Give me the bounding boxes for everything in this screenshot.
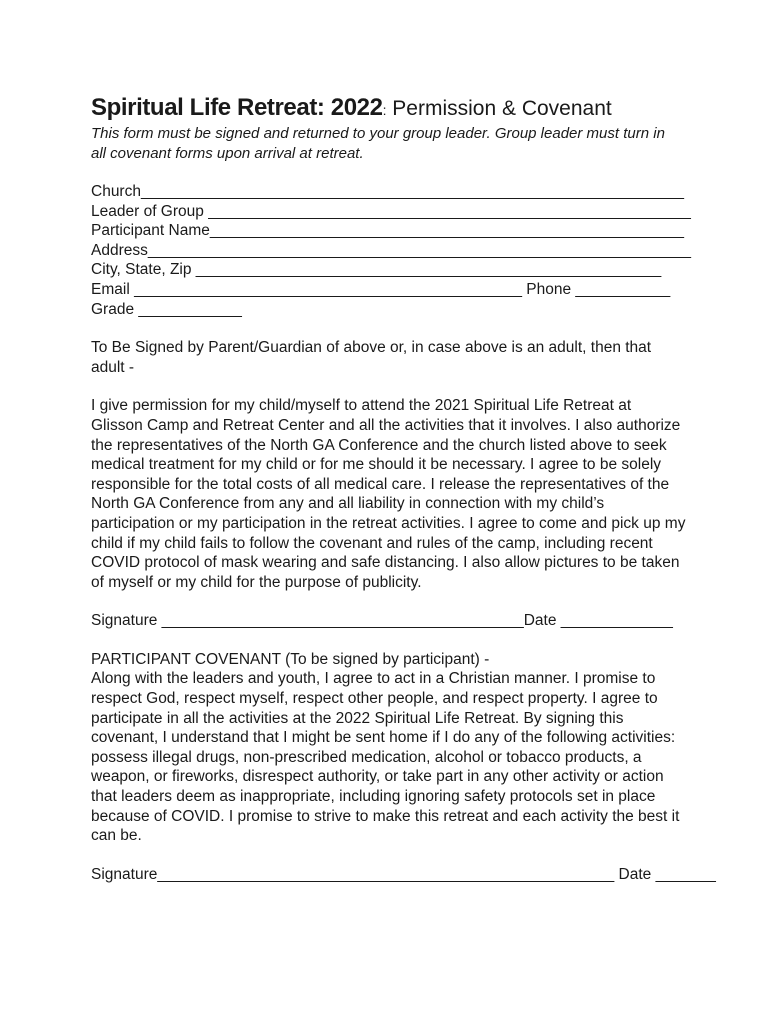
covenant-heading: PARTICIPANT COVENANT (To be signed by participant) -: [91, 650, 490, 668]
page-title: [91, 92, 691, 124]
covenant-paragraph: Along with the leaders and youth, I agree to act in a Christian manner. I promise to respect God, respect myself, respect other people, and respect property. I agree to participate in all the activities at the 2022 Spiritual Life Retreat. By signing this covenant, I understand that I might be sent home if I do any of the following activities: possess illegal drugs, non-prescribed medication, alcohol or tobacco products, a weapon, or fireworks, disrespect authority, or take part in any other activity or action that leaders deem as inappropriate, including ignoring safety protocols set in place because of COVID. I promise to strive to make this retreat and each activity the best it can be.: [91, 670, 680, 845]
address-field[interactable]: Address_______________________________________________________________: [91, 241, 691, 259]
city-state-zip-field[interactable]: City, State, Zip ______________________________________________________: [91, 261, 662, 279]
title-colon: :: [382, 102, 387, 118]
covenant-section: [91, 650, 686, 846]
church-field[interactable]: Church_______________________________________________________________: [91, 183, 685, 200]
intro-instructions: This form must be signed and returned to your group leader. Group leader must turn in all covenant forms upon arrival at retreat.: [91, 125, 665, 162]
guardian-instruction: To Be Signed by Parent/Guardian of above or, in case above is an adult, then that adult -: [91, 339, 652, 376]
title-event: Spiritual Life Retreat: 2022: [91, 94, 383, 121]
leader-of-group-field[interactable]: Leader of Group ________________________________________________________: [91, 202, 691, 220]
grade-field[interactable]: Grade ____________: [91, 300, 242, 318]
info-fields: [91, 182, 691, 319]
parent-signature-line[interactable]: Signature __________________________________________Date _____________: [91, 612, 673, 630]
participant-signature-line[interactable]: Signature_____________________________________________________ Date _______: [91, 865, 716, 883]
permission-form: [91, 92, 716, 884]
participant-name-field[interactable]: Participant Name_______________________________________________________: [91, 222, 685, 240]
permission-paragraph: I give permission for my child/myself to attend the 2021 Spiritual Life Retreat at Glisson Camp and Retreat Center and all the activities that it involves. I also authorize the representatives of the North GA Conference and the church listed above to seek medical treatment for my child or for me should it be necessary. I agree to be solely responsible for the total costs of all medical care. I release the representatives of the North GA Conference from any and all liability in connection with my child’s participation or my participation in the retreat activities. I agree to come and pick up my child if my child fails to follow the covenant and rules of the camp, including recent COVID protocol of mask wearing and safe distancing. I also allow pictures to be taken of myself or my child for the purpose of publicity.: [91, 397, 686, 591]
email-phone-field[interactable]: Email _____________________________________________ Phone ___________: [91, 280, 671, 298]
title-subtitle: Permission & Covenant: [386, 97, 612, 120]
